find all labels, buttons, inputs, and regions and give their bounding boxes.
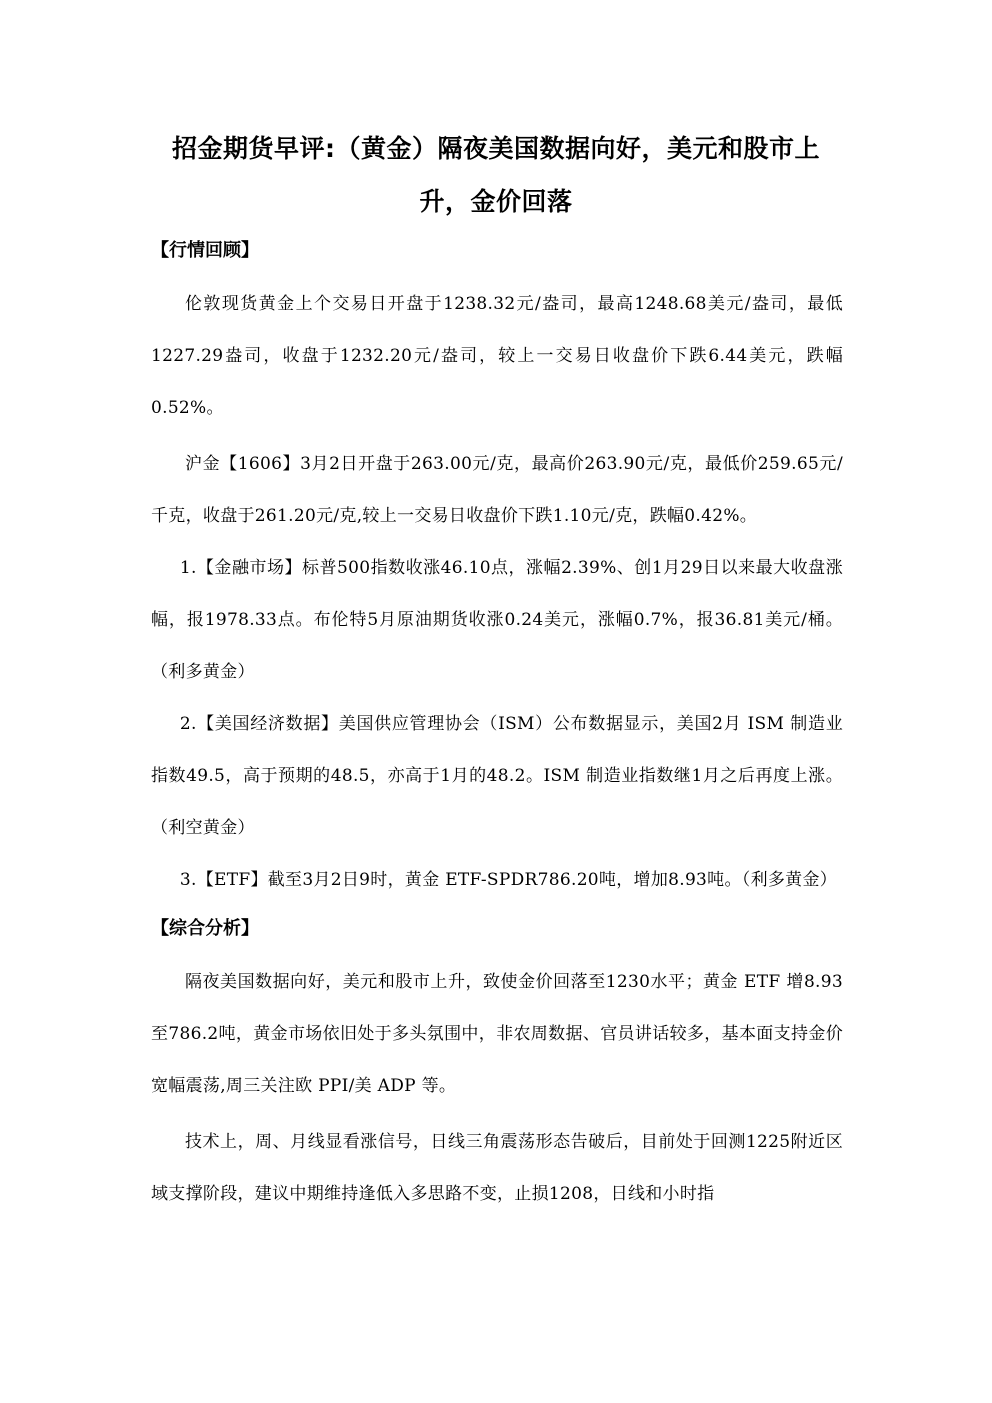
paragraph-analysis-fundamental: 隔夜美国数据向好，美元和股市上升，致使金价回落至1230水平；黄金 ETF 增8.93至786.2吨，黄金市场依旧处于多头氛围中，非农周数据、官员讲话较多，基本面支持金价宽幅震荡,周三关注欧 PPI/美 ADP 等。 (151, 972, 843, 1096)
list-item-us-economic-data: 2.【美国经济数据】美国供应管理协会（ISM）公布数据显示，美国2月 ISM 制造业指数49.5，高于预期的48.5，亦高于1月的48.2。ISM 制造业指数继1月之后再度上涨。（利空黄金） (151, 714, 843, 838)
paragraph-london-gold: 伦敦现货黄金上个交易日开盘于1238.32元/盎司，最高1248.68美元/盎司，最低1227.29盎司，收盘于1232.20元/盎司，较上一交易日收盘价下跌6.44美元，跌幅0.52%。 (151, 294, 843, 418)
section-market-review (151, 228, 843, 906)
list-item-etf: 3.【ETF】截至3月2日9时，黄金 ETF-SPDR786.20吨，增加8.93吨。（利多黄金） (179, 870, 838, 890)
list-item-financial-market: 1.【金融市场】标普500指数收涨46.10点，涨幅2.39%、创1月29日以来最大收盘涨幅，报1978.33点。布伦特5月原油期货收涨0.24美元，涨幅0.7%，报36.81美元/桶。（利多黄金） (151, 558, 843, 682)
document-title: 招金期货早评:（黄金）隔夜美国数据向好，美元和股市上升，金价回落 (172, 134, 820, 216)
section-heading-market-review: 【行情回顾】 (151, 240, 259, 261)
paragraph-analysis-technical: 技术上，周、月线显看涨信号，日线三角震荡形态告破后，目前处于回测1225附近区域支撑阶段，建议中期维持逢低入多思路不变，止损1208，日线和小时指 (151, 1132, 843, 1204)
document-body (151, 228, 843, 1220)
section-analysis (151, 906, 843, 1220)
section-heading-analysis: 【综合分析】 (151, 918, 259, 939)
paragraph-shanghai-gold: 沪金【1606】3月2日开盘于263.00元/克，最高价263.90元/克，最低价259.65元/千克，收盘于261.20元/克,较上一交易日收盘价下跌1.10元/克，跌幅0.42%。 (151, 454, 843, 526)
